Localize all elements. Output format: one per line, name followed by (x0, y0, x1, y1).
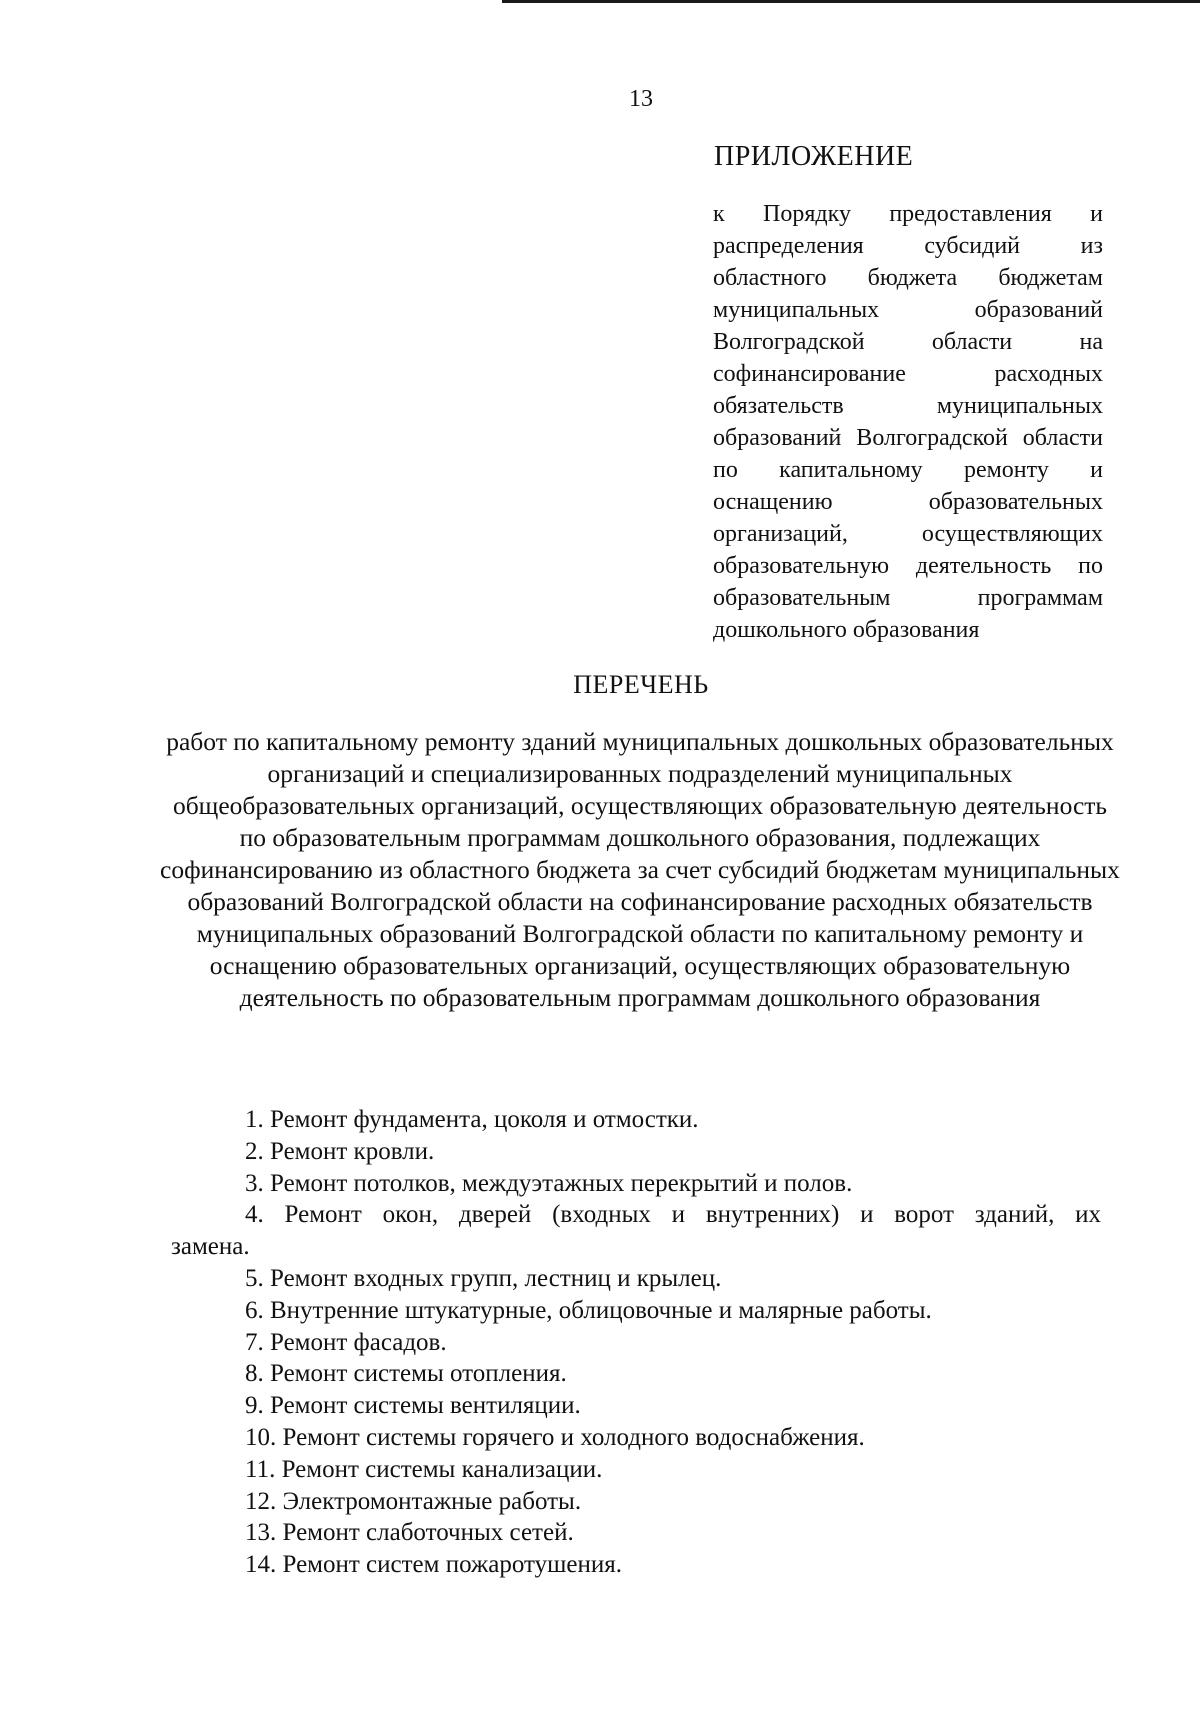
list-item: 1. Ремонт фундамента, цоколя и отмостки. (245, 1106, 699, 1133)
list-item: 2. Ремонт кровли. (245, 1137, 435, 1165)
list-title: ПЕРЕЧЕНЬ (573, 670, 709, 699)
list-item: 3. Ремонт потолков, междуэтажных перекрытий и полов. (245, 1169, 853, 1197)
list-item: 7. Ремонт фасадов. (245, 1328, 447, 1356)
list-item: 12. Электромонтажные работы. (245, 1487, 582, 1515)
appendix-reference-text: к Порядку предоставления и распределения субсидий из областного бюджета бюджетам муниципальных образований Волгоградской области на софинансирование расходных обязательств муниципальных образований Волгоградской области по капитальному ремонту и оснащению образовательных организаций, осуществляющих образовательную деятельность по образовательным программам дошкольного образования (713, 201, 1103, 643)
list-item: 5. Ремонт входных групп, лестниц и крылец. (245, 1264, 722, 1292)
scan-edge-line (502, 0, 1200, 3)
list-item: 14. Ремонт систем пожаротушения. (245, 1551, 622, 1579)
list-subtitle: работ по капитальному ремонту зданий муниципальных дошкольных образовательных организаций и специализированных подразделений муниципальных общеобразовательных организаций, осуществляющих образовательную деятельность по образовательным программам дошкольного образования, подлежащих софинансированию из областного бюджета за счет субсидий бюджетам муниципальных образований Волгоградской области на софинансирование расходных обязательств муниципальных образований Волгоградской области по капитальному ремонту и оснащению образовательных организаций, осуществляющих образовательную деятельность по образовательным программам дошкольного образования (160, 727, 1120, 1012)
appendix-title: ПРИЛОЖЕНИЕ (714, 141, 914, 172)
works-list (171, 1104, 1101, 1581)
page-number: 13 (629, 86, 653, 112)
list-item: 6. Внутренние штукатурные, облицовочные и малярные работы. (245, 1296, 932, 1324)
list-item: 4. Ремонт окон, дверей (входных и внутренних) и ворот зданий, их замена. (171, 1201, 1101, 1261)
list-item: 10. Ремонт системы горячего и холодного водоснабжения. (245, 1423, 865, 1451)
list-item: 8. Ремонт системы отопления. (245, 1360, 567, 1388)
list-item: 11. Ремонт системы канализации. (245, 1455, 603, 1483)
list-item: 9. Ремонт системы вентиляции. (245, 1392, 581, 1420)
list-item: 13. Ремонт слаботочных сетей. (245, 1519, 574, 1547)
